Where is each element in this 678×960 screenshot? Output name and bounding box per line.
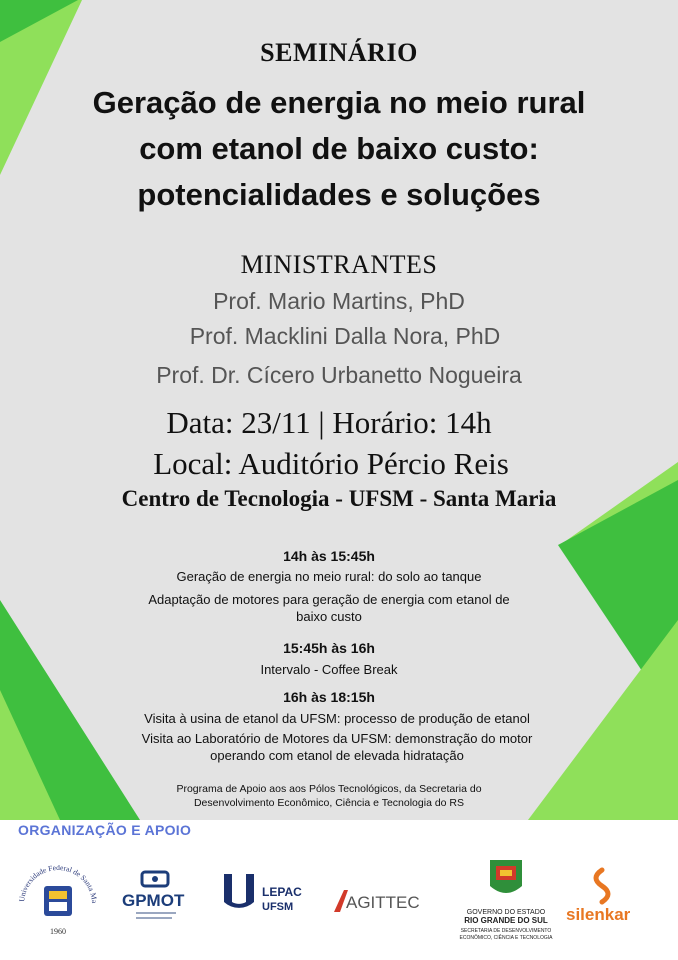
title-line: com etanol de baixo custo:: [139, 131, 539, 166]
svg-text:LEPAC: LEPAC: [262, 885, 302, 899]
event-title: [0, 80, 678, 218]
svg-text:GOVERNO DO ESTADO: GOVERNO DO ESTADO: [466, 909, 546, 916]
svg-text:ECONÔMICO, CIÊNCIA E TECNOLOGI: ECONÔMICO, CIÊNCIA E TECNOLOGIA: [459, 935, 553, 941]
agittec-icon: [330, 886, 440, 916]
ufsm-logo: [14, 858, 102, 942]
speakers-heading: MINISTRANTES: [240, 250, 438, 279]
gpmot-logo: [118, 868, 198, 938]
rs-government-logo: [452, 856, 560, 946]
schedule-item-line: operando com etanol de elevada hidratação: [210, 748, 464, 763]
schedule-item: Intervalo - Coffee Break: [260, 662, 398, 677]
schedule-item-line: Adaptação de motores para geração de energia com etanol de: [148, 592, 510, 607]
program-footnote: [0, 782, 668, 810]
schedule-time: 16h às 18:15h: [283, 689, 375, 705]
rs-coat-of-arms-icon: [452, 856, 560, 946]
schedule-item-line: Visita ao Laboratório de Motores da UFSM: demonstração do motor: [141, 731, 533, 746]
schedule-time: 14h às 15:45h: [283, 548, 375, 564]
speaker-name: Prof. Dr. Cícero Urbanetto Nogueira: [156, 362, 522, 388]
event-location: Local: Auditório Pércio Reis: [153, 446, 509, 481]
event-venue: Centro de Tecnologia - UFSM - Santa Maria: [121, 486, 557, 511]
speaker-name: Prof. Macklini Dalla Nora, PhD: [189, 323, 501, 349]
schedule-item-line: baixo custo: [296, 609, 362, 624]
agittec-logo: [330, 886, 440, 916]
svg-text:UFSM: UFSM: [262, 901, 294, 913]
ufsm-seal-text: Universidade Federal de Santa Ma: [17, 862, 100, 904]
event-date-time: Data: 23/11 | Horário: 14h: [166, 405, 492, 440]
svg-text:1960: 1960: [50, 927, 66, 936]
schedule-item: [0, 591, 668, 625]
silenkar-icon: [562, 864, 662, 934]
svg-text:silenkar: silenkar: [566, 905, 631, 924]
title-line: potencialidades e soluções: [137, 177, 541, 212]
lepac-icon: [216, 868, 316, 928]
svg-text:RIO GRANDE DO SUL: RIO GRANDE DO SUL: [464, 916, 548, 925]
organization-heading: ORGANIZAÇÃO E APOIO: [18, 822, 192, 838]
gpmot-engine-icon: [118, 868, 198, 938]
schedule-time: 15:45h às 16h: [283, 640, 375, 656]
svg-text:GPMOT: GPMOT: [122, 891, 185, 910]
title-line: Geração de energia no meio rural: [92, 85, 586, 120]
schedule-item: Visita à usina de etanol da UFSM: processo de produção de etanol: [144, 711, 530, 726]
ufsm-seal-icon: [14, 858, 102, 942]
sponsor-logos: [0, 850, 678, 950]
schedule-item: Geração de energia no meio rural: do solo ao tanque: [176, 569, 482, 584]
event-kicker: SEMINÁRIO: [260, 38, 418, 67]
svg-text:SECRETARIA DE DESENVOLVIMENTO: SECRETARIA DE DESENVOLVIMENTO: [460, 928, 552, 934]
footnote-line: Desenvolvimento Econômico, Ciência e Tecnologia do RS: [193, 797, 465, 809]
footnote-line: Programa de Apoio aos aos Pólos Tecnológicos, da Secretaria do: [176, 783, 482, 795]
silenkar-logo: [562, 864, 662, 934]
svg-text:AGITTEC: AGITTEC: [346, 893, 420, 912]
lepac-logo: [216, 868, 316, 928]
speaker-name: Prof. Mario Martins, PhD: [213, 288, 465, 314]
schedule-item: [0, 730, 676, 764]
